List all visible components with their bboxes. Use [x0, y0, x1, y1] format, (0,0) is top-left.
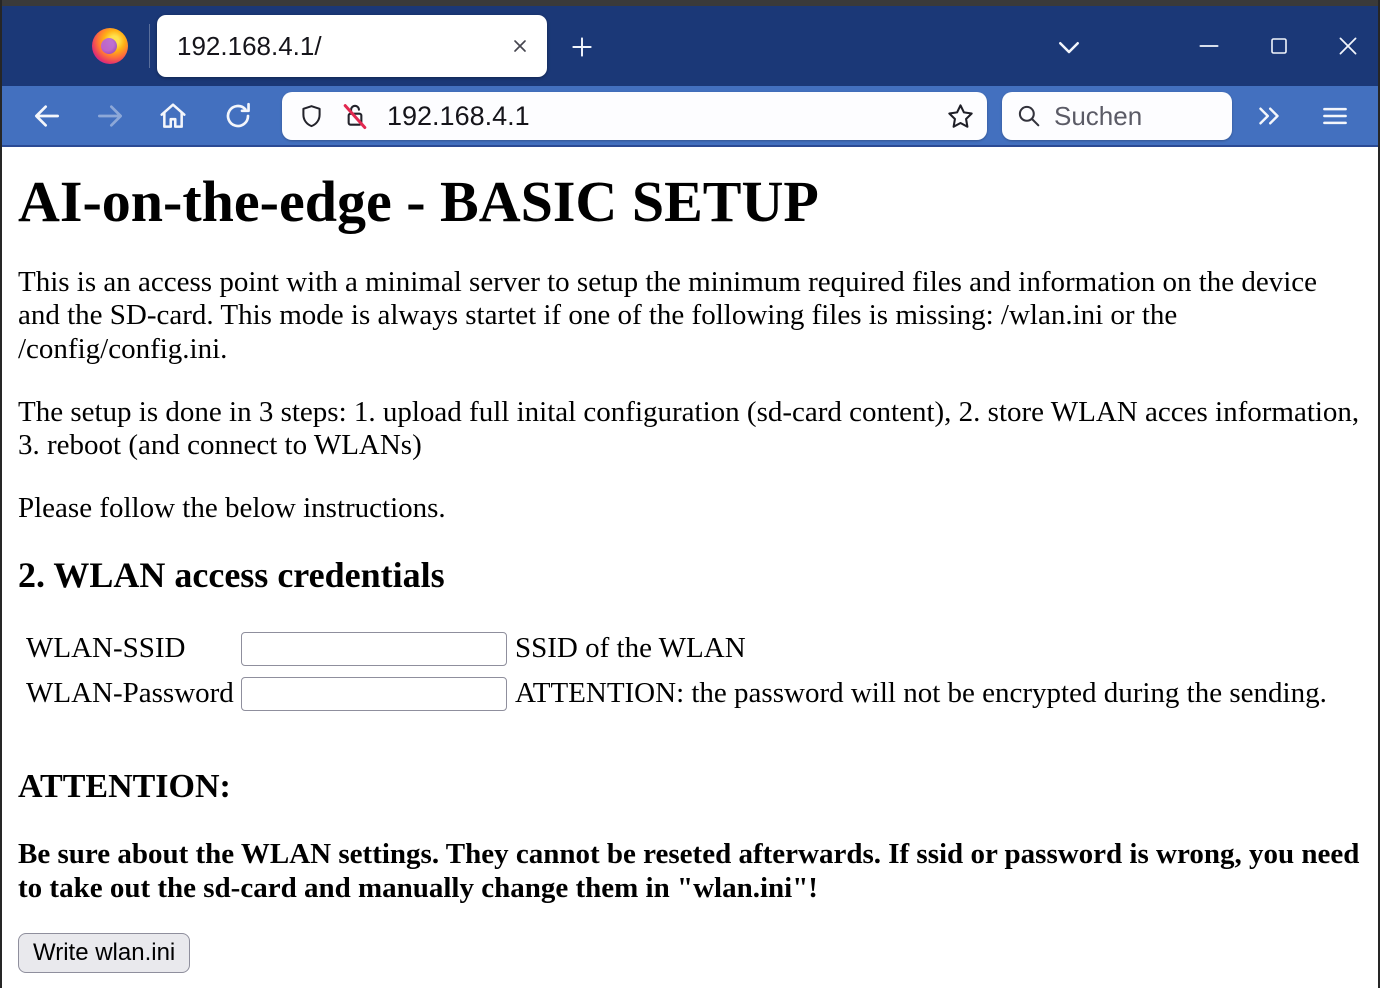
- write-wlan-ini-button[interactable]: Write wlan.ini: [18, 933, 190, 973]
- url-bar[interactable]: [282, 92, 987, 140]
- minimize-button[interactable]: [1184, 20, 1234, 72]
- reload-button[interactable]: [215, 93, 261, 139]
- search-icon: [1016, 103, 1042, 129]
- table-row: [18, 676, 1327, 711]
- search-input[interactable]: [1052, 100, 1206, 133]
- page-content: [2, 147, 1378, 988]
- wlan-password-label: WLAN-Password: [26, 676, 234, 709]
- close-icon: [510, 36, 530, 56]
- wlan-ssid-field[interactable]: [241, 632, 507, 666]
- back-arrow-icon: [31, 100, 63, 132]
- home-icon: [157, 100, 189, 132]
- firefox-logo-icon: [92, 28, 128, 64]
- double-chevron-right-icon: [1252, 101, 1286, 131]
- follow-paragraph: Please follow the below instructions.: [18, 491, 446, 524]
- maximize-button[interactable]: [1254, 20, 1304, 72]
- wlan-ssid-label: WLAN-SSID: [26, 631, 186, 664]
- chevron-down-icon: [1054, 32, 1084, 62]
- tab-bar: [2, 6, 1378, 86]
- search-bar[interactable]: [1002, 92, 1232, 140]
- close-window-button[interactable]: [1322, 20, 1374, 72]
- plus-icon: [569, 34, 595, 60]
- navigation-toolbar: [2, 86, 1378, 147]
- attention-warning-text: Be sure about the WLAN settings. They cannot be reseted afterwards. If ssid or password is wrong, you need to take out the sd-card and manually change them in "wlan.ini"!: [18, 837, 1360, 904]
- bookmark-star-icon[interactable]: [946, 102, 975, 131]
- attention-heading: ATTENTION:: [18, 767, 231, 805]
- overflow-menu-button[interactable]: [1246, 93, 1292, 139]
- table-row: [18, 631, 1327, 666]
- wlan-password-field[interactable]: [241, 677, 507, 711]
- tab-separator: [149, 24, 150, 68]
- wlan-credentials-form: [18, 621, 1327, 721]
- list-all-tabs-button[interactable]: [1044, 28, 1094, 66]
- hamburger-menu-icon: [1319, 101, 1351, 131]
- close-icon: [1335, 33, 1361, 59]
- active-tab[interactable]: [157, 15, 547, 77]
- close-tab-button[interactable]: [503, 29, 537, 63]
- minimize-icon: [1196, 33, 1222, 59]
- steps-paragraph: The setup is done in 3 steps: 1. upload full inital configuration (sd-card content), 2. store WLAN acces information, 3. reboot (and connect to WLANs): [18, 395, 1360, 462]
- insecure-connection-lock-icon[interactable]: [341, 101, 369, 131]
- new-tab-button[interactable]: [560, 26, 604, 68]
- page-title: AI-on-the-edge - BASIC SETUP: [18, 169, 819, 234]
- wlan-password-description: ATTENTION: the password will not be encrypted during the sending.: [515, 676, 1327, 709]
- wlan-ssid-description: SSID of the WLAN: [515, 631, 746, 664]
- tracking-protection-shield-icon[interactable]: [298, 103, 325, 130]
- maximize-icon: [1267, 34, 1291, 58]
- wlan-credentials-heading: 2. WLAN access credentials: [18, 555, 445, 596]
- reload-icon: [222, 100, 254, 132]
- intro-paragraph: This is an access point with a minimal server to setup the minimum required files and information on the device and the SD-card. This mode is always startet if one of the following files is missing: /wlan.ini or the /config/config.ini.: [18, 265, 1318, 365]
- forward-button[interactable]: [87, 93, 133, 139]
- tab-title: 192.168.4.1/: [177, 30, 322, 61]
- forward-arrow-icon: [94, 100, 126, 132]
- back-button[interactable]: [24, 93, 70, 139]
- url-input[interactable]: [385, 100, 946, 133]
- home-button[interactable]: [150, 93, 196, 139]
- application-menu-button[interactable]: [1312, 93, 1358, 139]
